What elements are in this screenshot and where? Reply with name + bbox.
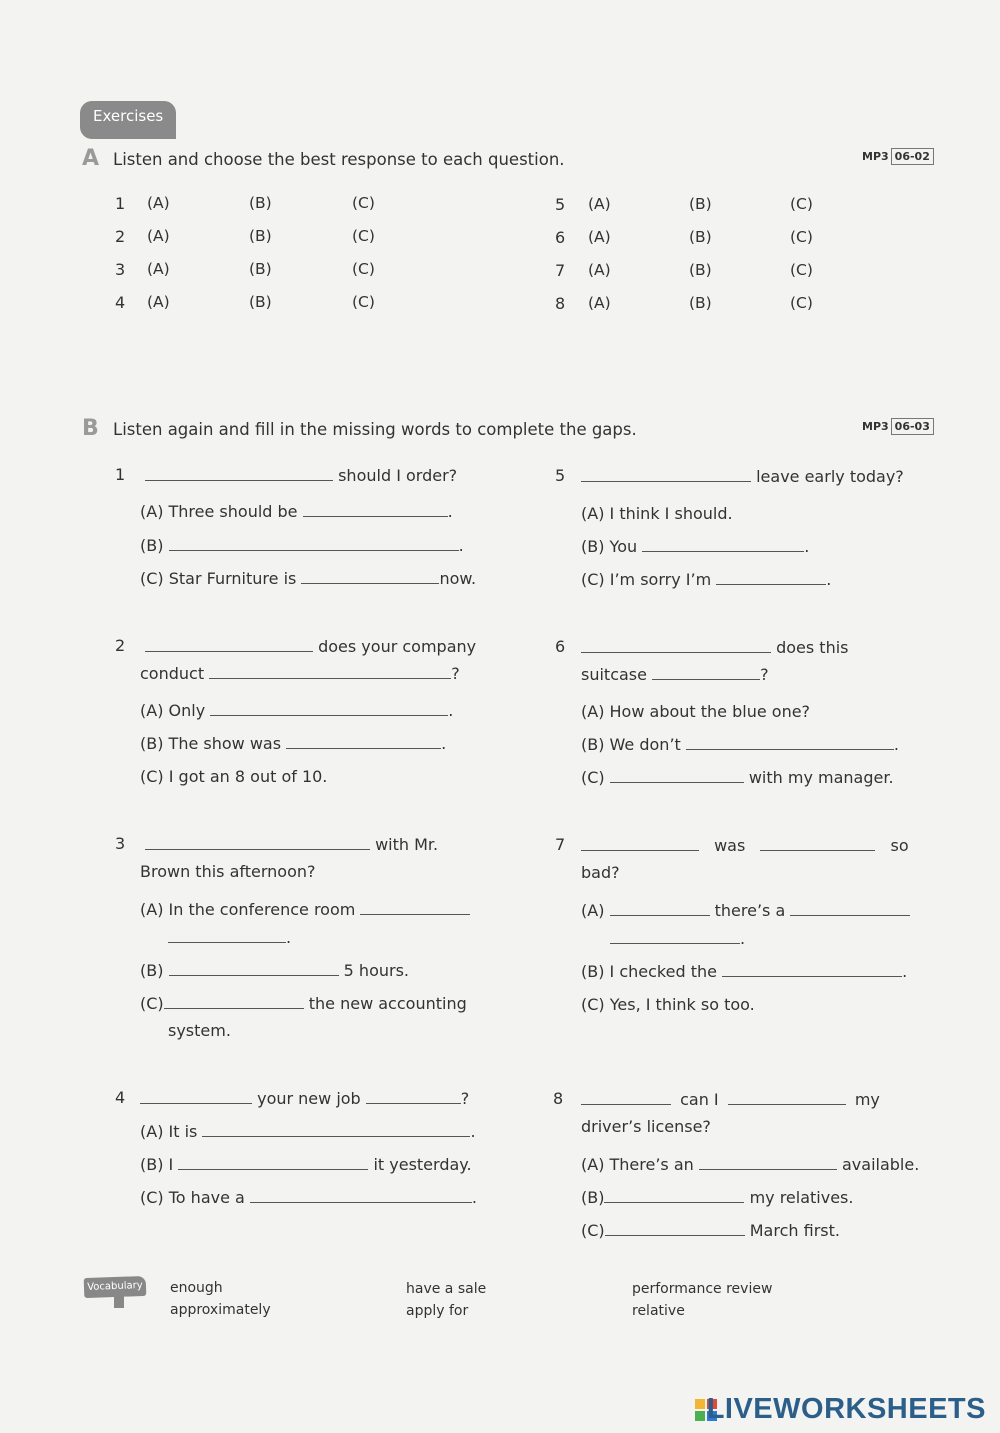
exercises-tab: Exercises	[80, 101, 176, 139]
blank-input[interactable]	[164, 994, 304, 1009]
answer-c: (C) I’m sorry I’m .	[581, 570, 832, 589]
item-number: 1	[115, 194, 126, 213]
option-c[interactable]: (C)	[790, 228, 813, 246]
question-line-2: driver’s license?	[581, 1117, 711, 1136]
section-b-title: Listen again and fill in the missing words to complete the gaps.	[113, 420, 637, 439]
option-a[interactable]: (A)	[588, 294, 611, 312]
answer-a-line-2: .	[610, 929, 745, 948]
option-a[interactable]: (A)	[147, 194, 170, 212]
vocabulary-column-2	[406, 1278, 486, 1322]
question-number: 8	[553, 1089, 564, 1108]
section-b-mp3-badge: MP3 06-03	[862, 420, 934, 433]
option-c[interactable]: (C)	[352, 194, 375, 212]
question-line: was so	[581, 836, 909, 855]
item-number: 3	[115, 260, 126, 279]
vocabulary-word: enough	[170, 1280, 223, 1296]
answer-c-line-2: system.	[168, 1021, 231, 1040]
blank-input[interactable]	[722, 962, 902, 977]
option-c[interactable]: (C)	[790, 294, 813, 312]
question-number: 4	[115, 1088, 126, 1107]
question-number: 2	[115, 636, 126, 655]
answer-c: (C) with my manager.	[581, 768, 894, 787]
option-a[interactable]: (A)	[147, 227, 170, 245]
question-number: 6	[555, 637, 566, 656]
item-number: 8	[555, 294, 566, 313]
option-b[interactable]: (B)	[689, 228, 712, 246]
item-number: 5	[555, 195, 566, 214]
blank-input[interactable]	[169, 536, 459, 551]
option-c[interactable]: (C)	[790, 195, 813, 213]
blank-input[interactable]	[699, 1155, 837, 1170]
blank-input[interactable]	[360, 900, 470, 915]
item-number: 2	[115, 227, 126, 246]
blank-input[interactable]	[610, 901, 710, 916]
answer-b: (B) You .	[581, 537, 810, 556]
section-a-letter: A	[82, 146, 100, 171]
item-number: 6	[555, 228, 566, 247]
item-number: 7	[555, 261, 566, 280]
section-a-title: Listen and choose the best response to each question.	[113, 150, 565, 169]
option-c[interactable]: (C)	[352, 260, 375, 278]
blank-input[interactable]	[728, 1090, 846, 1105]
option-a[interactable]: (A)	[147, 260, 170, 278]
blank-input[interactable]	[642, 537, 804, 552]
blank-input[interactable]	[610, 929, 740, 944]
option-b[interactable]: (B)	[689, 294, 712, 312]
option-c[interactable]: (C)	[790, 261, 813, 279]
blank-input[interactable]	[760, 836, 875, 851]
blank-input[interactable]	[716, 570, 826, 585]
item-number: 4	[115, 293, 126, 312]
answer-c: (C) March first.	[581, 1221, 840, 1240]
vocabulary-column-3	[632, 1278, 772, 1322]
option-b[interactable]: (B)	[689, 195, 712, 213]
blank-input[interactable]	[250, 1188, 472, 1203]
answer-c: (C) Star Furniture is now.	[140, 569, 477, 588]
vocabulary-tag: Vocabulary	[84, 1276, 147, 1298]
question-line: leave early today?	[581, 467, 904, 486]
question-line: can I my	[581, 1090, 880, 1109]
blank-input[interactable]	[210, 701, 448, 716]
option-a[interactable]: (A)	[588, 261, 611, 279]
question-line	[145, 466, 457, 485]
blank-input[interactable]	[366, 1089, 461, 1104]
answer-a: (A) there’s a	[581, 901, 910, 920]
answer-a: (A) There’s an available.	[581, 1155, 920, 1174]
vocabulary-word: relative	[632, 1303, 685, 1319]
question-line-2: bad?	[581, 863, 620, 882]
question-number: 5	[555, 466, 566, 485]
answer-b: (B) I it yesterday.	[140, 1155, 472, 1174]
vocabulary-tag-stem	[114, 1296, 124, 1308]
answer-a: (A) I think I should.	[581, 504, 733, 523]
option-b[interactable]: (B)	[249, 227, 272, 245]
option-b[interactable]: (B)	[249, 260, 272, 278]
blank-input[interactable]	[581, 836, 699, 851]
blank-input[interactable]	[145, 835, 370, 850]
question-line: your new job ?	[140, 1089, 469, 1108]
option-c[interactable]: (C)	[352, 293, 375, 311]
blank-input[interactable]	[686, 735, 894, 750]
question-line: does this	[581, 638, 849, 657]
answer-c: (C) To have a .	[140, 1188, 478, 1207]
option-b[interactable]: (B)	[249, 293, 272, 311]
question-line-2: Brown this afternoon?	[140, 862, 316, 881]
option-b[interactable]: (B)	[249, 194, 272, 212]
blank-input[interactable]	[178, 1155, 368, 1170]
answer-c: (C) the new accounting	[140, 994, 467, 1013]
answer-a: (A) Only .	[140, 701, 454, 720]
option-a[interactable]: (A)	[588, 195, 611, 213]
blank-input[interactable]	[168, 928, 286, 943]
blank-input[interactable]	[145, 637, 313, 652]
vocabulary-column-1	[170, 1277, 271, 1321]
blank-input[interactable]	[581, 1090, 671, 1105]
option-b[interactable]: (B)	[689, 261, 712, 279]
section-b-letter: B	[82, 416, 99, 441]
question-line: with Mr.	[145, 835, 438, 854]
answer-a: (A) It is .	[140, 1122, 476, 1141]
answer-a: (A) In the conference room	[140, 900, 470, 919]
answer-c: (C) I got an 8 out of 10.	[140, 767, 328, 786]
blank-input[interactable]	[605, 1221, 745, 1236]
blank-input[interactable]	[581, 467, 751, 482]
answer-a: (A) Three should be .	[140, 502, 453, 521]
blank-input[interactable]	[209, 664, 451, 679]
answer-a-line-2: .	[168, 928, 291, 947]
answer-b: (B) I checked the .	[581, 962, 908, 981]
blank-input[interactable]	[145, 466, 333, 481]
blank-input[interactable]	[610, 768, 744, 783]
blank-input[interactable]	[286, 734, 441, 749]
section-a-mp3-badge: MP3 06-02	[862, 150, 934, 163]
question-number: 3	[115, 834, 126, 853]
option-a[interactable]: (A)	[147, 293, 170, 311]
blank-input[interactable]	[604, 1188, 744, 1203]
answer-a: (A) How about the blue one?	[581, 702, 811, 721]
answer-b: (B) We don’t .	[581, 735, 899, 754]
liveworksheets-brand: LIVEWORKSHEETS	[706, 1393, 986, 1425]
question-line-2: suitcase ?	[581, 665, 769, 684]
question-line-2: conduct ?	[140, 664, 460, 683]
vocabulary-word: have a sale	[406, 1281, 487, 1297]
question-text: should I order?	[338, 466, 458, 485]
option-a[interactable]: (A)	[588, 228, 611, 246]
answer-b: (B) The show was .	[140, 734, 447, 753]
blank-input[interactable]	[202, 1122, 470, 1137]
blank-input[interactable]	[140, 1089, 252, 1104]
blank-input[interactable]	[169, 961, 339, 976]
answer-b: (B) .	[140, 536, 464, 555]
option-c[interactable]: (C)	[352, 227, 375, 245]
vocabulary-word: apply for	[406, 1303, 469, 1319]
blank-input[interactable]	[790, 901, 910, 916]
question-number: 7	[555, 835, 566, 854]
answer-b: (B) 5 hours.	[140, 961, 409, 980]
answer-c: (C) Yes, I think so too.	[581, 995, 755, 1014]
blank-input[interactable]	[303, 502, 448, 517]
answer-b: (B) my relatives.	[581, 1188, 854, 1207]
vocabulary-word: approximately	[170, 1302, 271, 1318]
question-number: 1	[115, 465, 126, 484]
blank-input[interactable]	[652, 665, 760, 680]
blank-input[interactable]	[301, 569, 439, 584]
vocabulary-word: performance review	[632, 1281, 773, 1297]
question-line: does your company	[145, 637, 476, 656]
blank-input[interactable]	[581, 638, 771, 653]
